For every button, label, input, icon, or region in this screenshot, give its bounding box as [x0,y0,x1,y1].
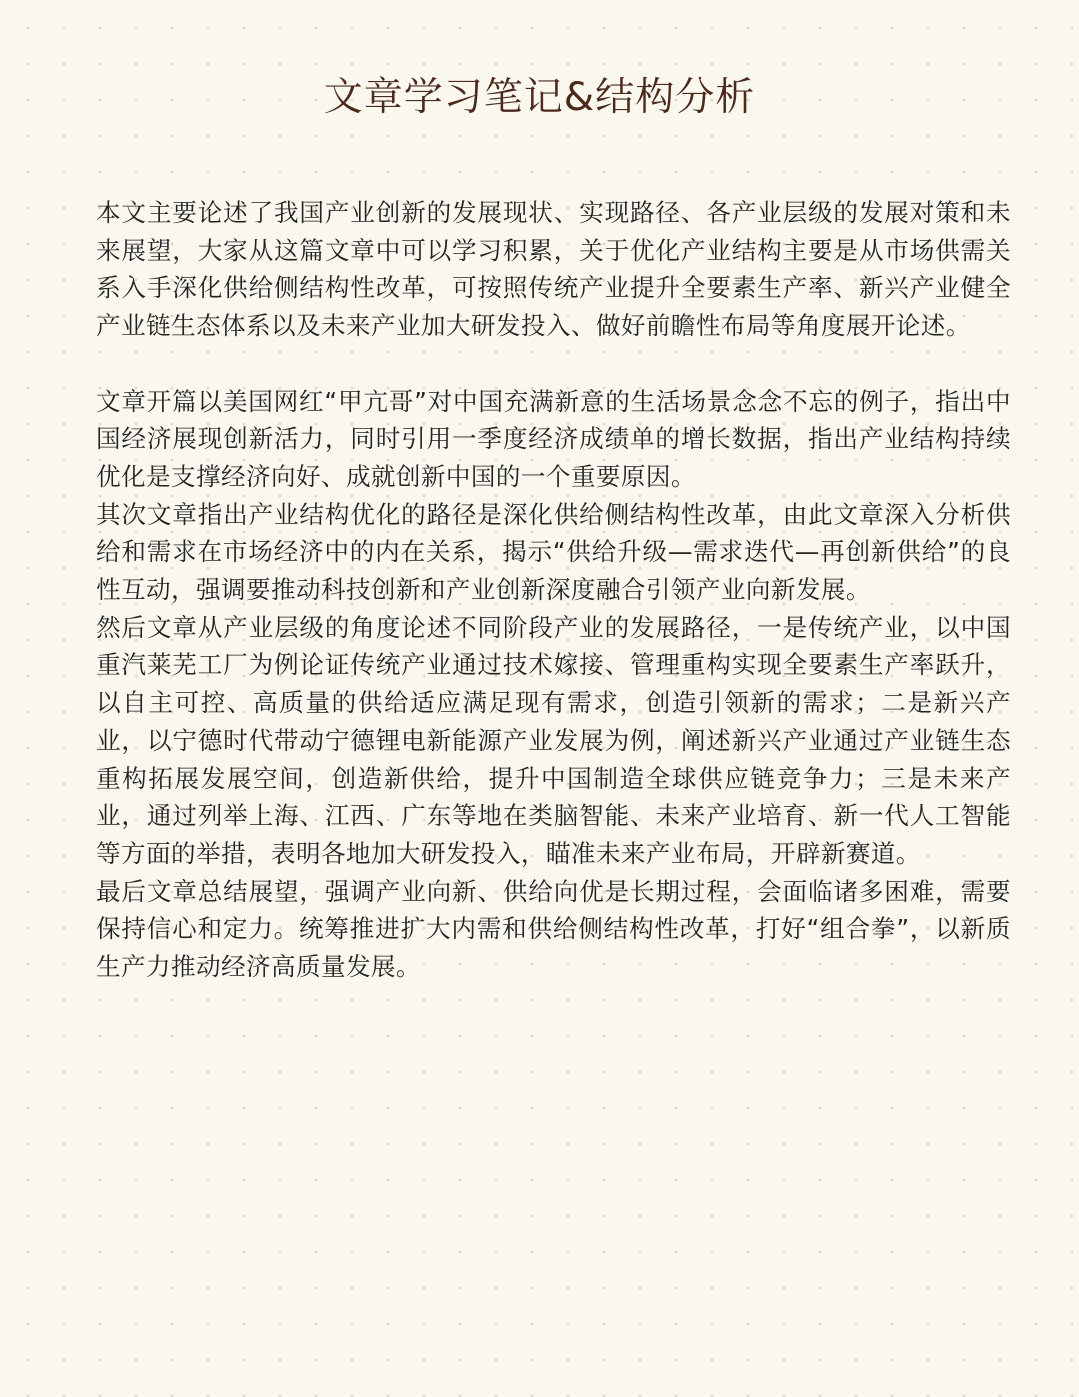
paragraph-conclusion: 最后文章总结展望，强调产业向新、供给向优是长期过程，会面临诸多困难，需要保持信心和定力。统筹推进扩大内需和供给侧结构性改革，打好“组合拳”，以新质生产力推动经济高质量发展。 [96,876,1011,982]
article-body [96,194,1011,986]
paragraph-industry-levels: 然后文章从产业层级的角度论述不同阶段产业的发展路径，一是传统产业，以中国重汽莱芜工厂为例论证传统产业通过技术嫁接、管理重构实现全要素生产率跃升，以自主可控、高质量的供给适应满足现有需求，创造引领新的需求；二是新兴产业，以宁德时代带动宁德锂电新能源产业发展为例，阐述新兴产业通过产业链生态重构拓展发展空间，创造新供给，提升中国制造全球供应链竞争力；三是未来产业，通过列举上海、江西、广东等地在类脑智能、未来产业培育、新一代人工智能等方面的举措，表明各地加大研发投入，瞄准未来产业布局，开辟新赛道。 [96,612,1011,868]
paragraph-summary: 本文主要论述了我国产业创新的发展现状、实现路径、各产业层级的发展对策和未来展望，大家从这篇文章中可以学习积累，关于优化产业结构主要是从市场供需关系入手深化供给侧结构性改革，可按照传统产业提升全要素生产率、新兴产业健全产业链生态体系以及未来产业加大研发投入、做好前瞻性布局等角度展开论述。 [96,198,1011,341]
paragraph-opening: 文章开篇以美国网红“甲亢哥”对中国充满新意的生活场景念念不忘的例子，指出中国经济展现创新活力，同时引用一季度经济成绩单的增长数据，指出产业结构持续优化是支撑经济向好、成就创新中国的一个重要原因。 [96,386,1011,491]
paragraph-path: 其次文章指出产业结构优化的路径是深化供给侧结构性改革，由此文章深入分析供给和需求在市场经济中的内在关系，揭示“供给升级—需求迭代—再创新供给”的良性互动，强调要推动科技创新和产业创新深度融合引领产业向新发展。 [96,499,1011,605]
paragraph-gap [96,345,1011,383]
page-title: 文章学习笔记&结构分析 [323,75,756,120]
